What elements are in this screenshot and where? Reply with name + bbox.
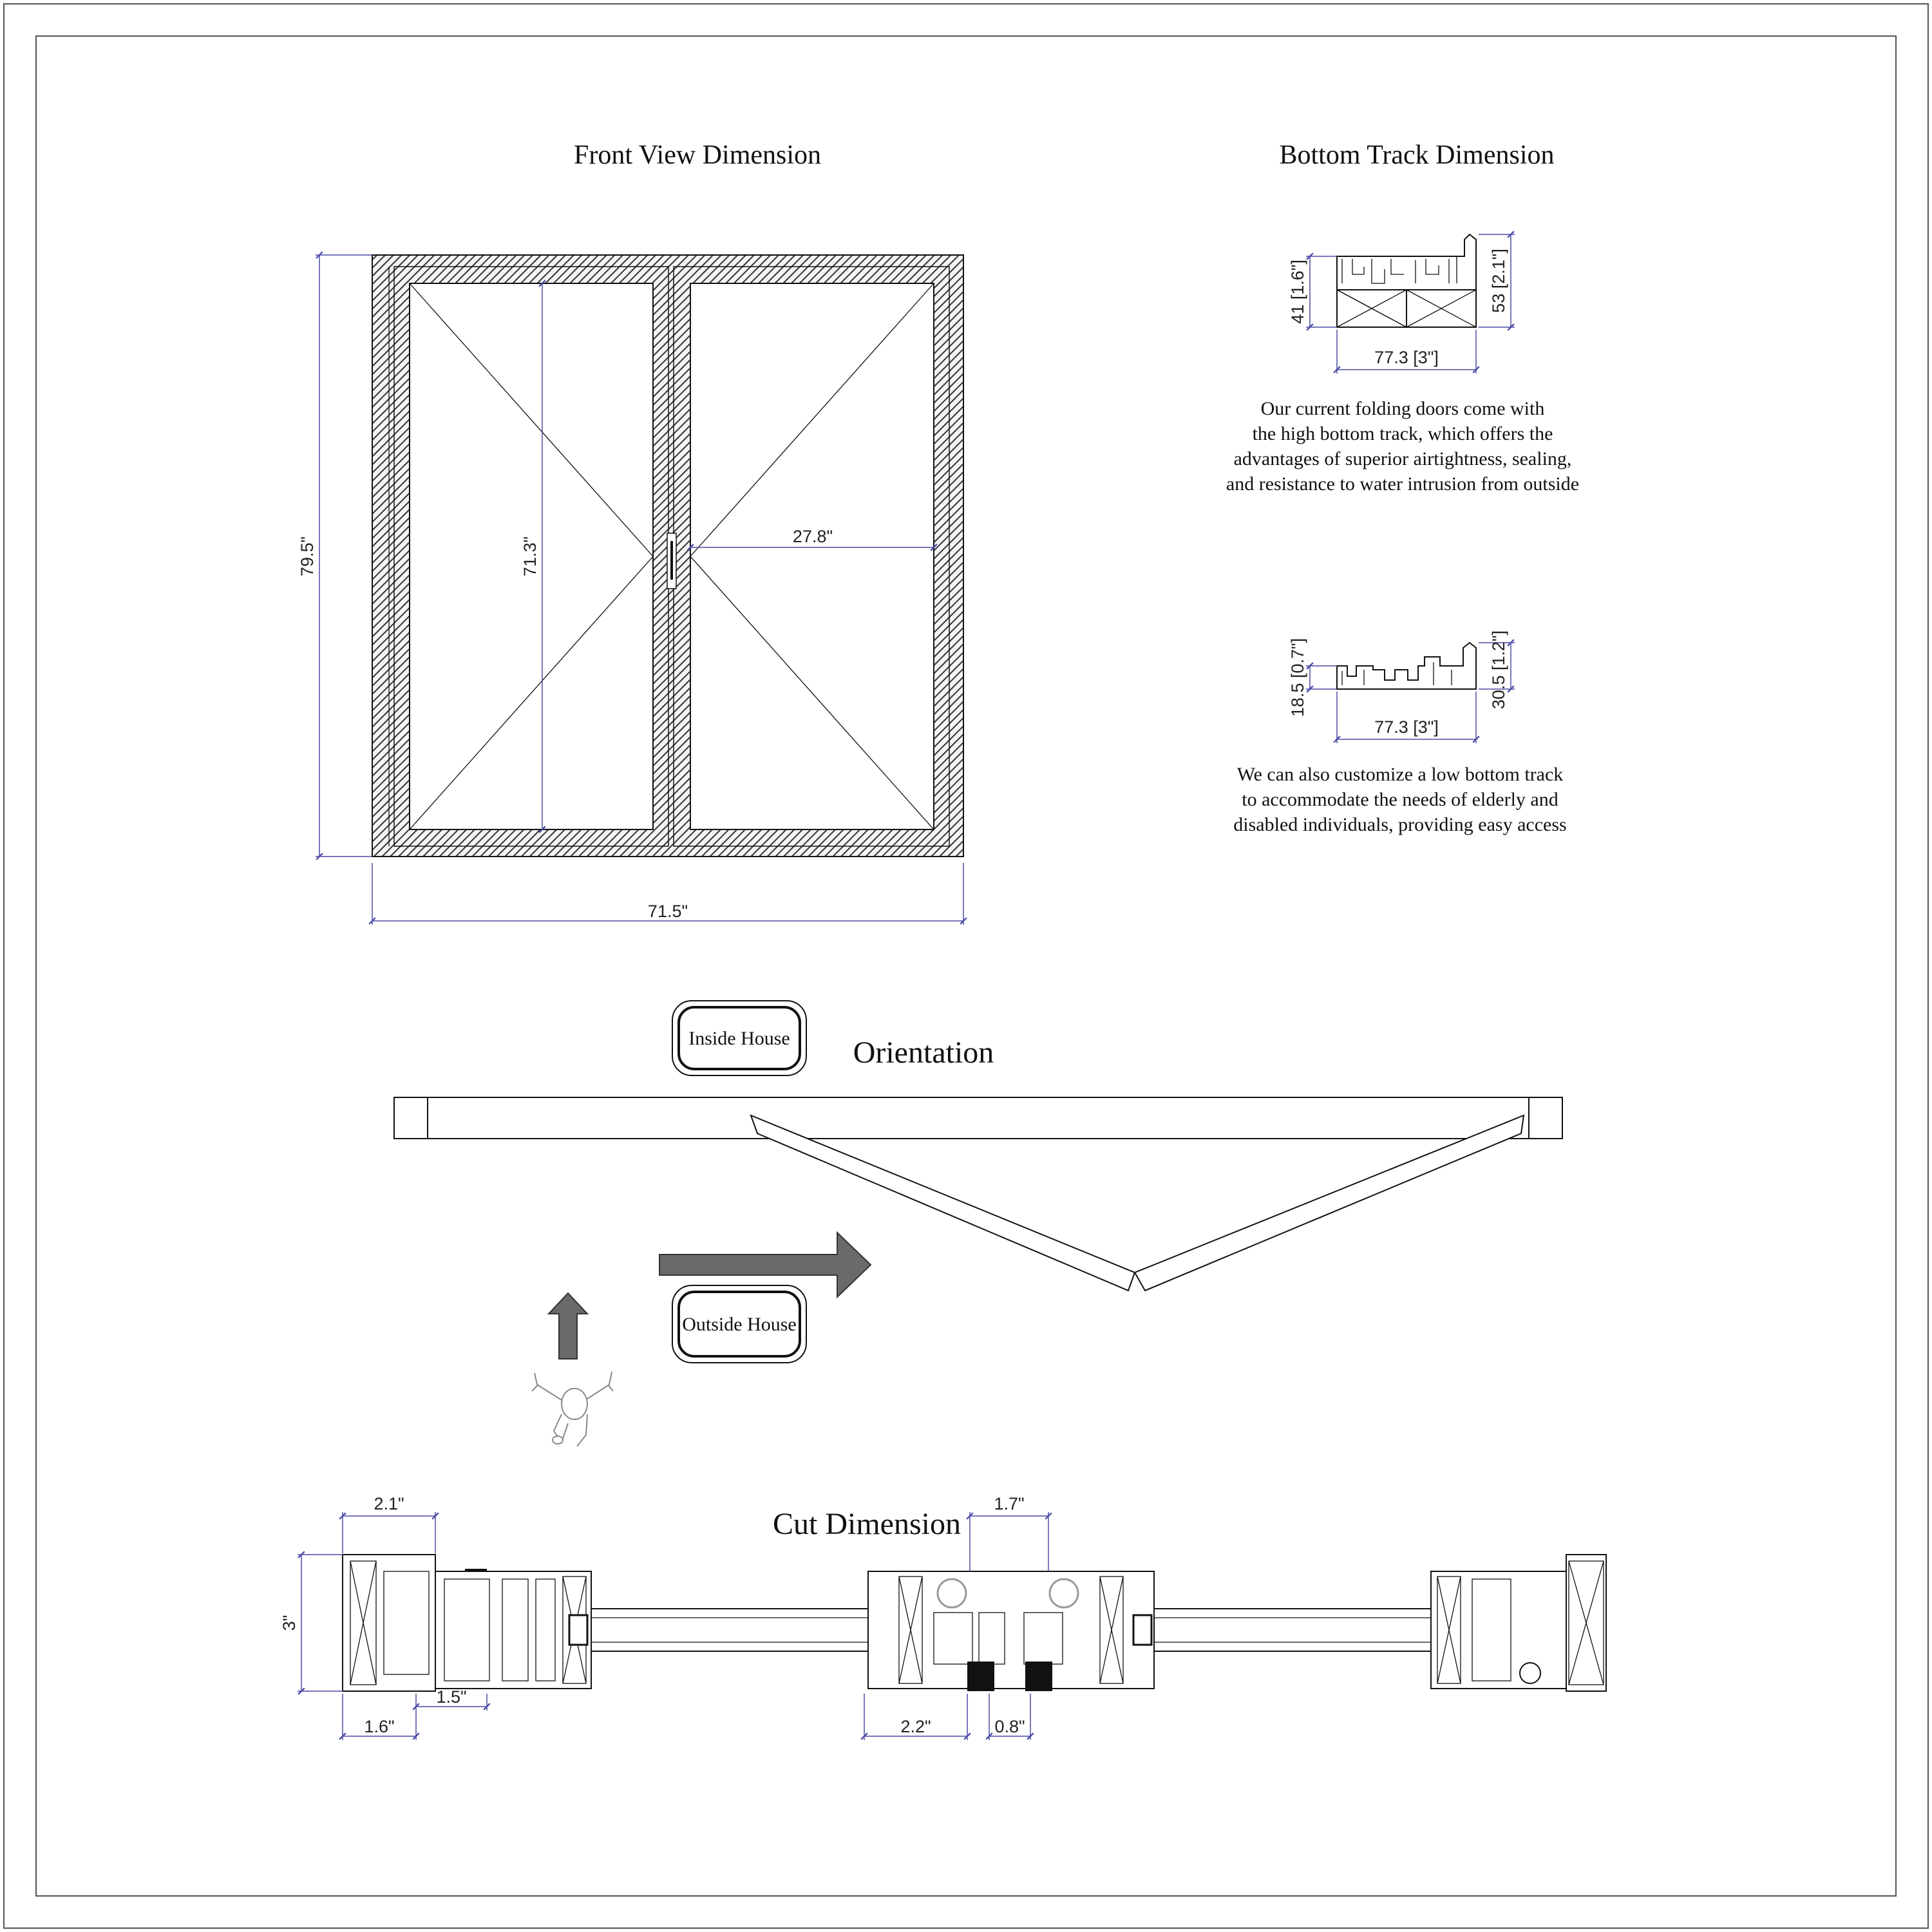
low-track-description — [1233, 764, 1566, 835]
cut-bottom-1-label: 1.6" — [364, 1717, 395, 1736]
high-track-right-label: 53 [2.1"] — [1489, 249, 1508, 313]
front-width-label: 71.5" — [647, 902, 688, 921]
person-icon — [532, 1372, 613, 1446]
panel-width-label: 27.8" — [792, 527, 833, 546]
direction-arrow-up — [549, 1293, 587, 1359]
svg-text:advantages of superior airtigh: advantages of superior airtightness, sealing, — [1233, 448, 1572, 469]
bottom-track-title: Bottom Track Dimension — [1279, 140, 1555, 170]
high-track-bottom-label: 77.3 [3"] — [1374, 348, 1439, 367]
cut-height-label: 3" — [279, 1615, 299, 1631]
high-track-profile — [1337, 234, 1476, 327]
low-track-bottom-label: 77.3 [3"] — [1374, 717, 1439, 737]
svg-text:the high bottom track, which o: the high bottom track, which offers the — [1252, 423, 1553, 444]
cut-dimension-title: Cut Dimension — [772, 1507, 961, 1541]
outside-house-label: Outside House — [682, 1314, 797, 1335]
outside-house-box — [672, 1285, 806, 1363]
front-view-door — [372, 255, 963, 857]
cut-top-left-label: 2.1" — [374, 1494, 404, 1513]
cut-top-mid-label: 1.7" — [994, 1494, 1025, 1513]
high-track-left-label: 41 [1.6"] — [1288, 260, 1307, 324]
low-track-left-label: 18.5 [0.7"] — [1288, 638, 1307, 717]
orientation-title: Orientation — [853, 1036, 994, 1070]
glass-height-label: 71.3" — [520, 536, 540, 577]
high-track-description — [1226, 398, 1579, 495]
inside-house-label: Inside House — [688, 1028, 790, 1049]
svg-text:and resistance to water intrus: and resistance to water intrusion from outside — [1226, 473, 1580, 495]
inside-house-box — [672, 1001, 806, 1075]
low-track-right-label: 30.5 [1.2"] — [1489, 630, 1508, 710]
svg-text:Our current folding doors come: Our current folding doors come with — [1260, 398, 1545, 419]
cut-bottom-2-label: 1.5" — [436, 1687, 467, 1707]
svg-text:disabled individuals, providin: disabled individuals, providing easy access — [1233, 814, 1567, 835]
orientation-plan — [394, 1097, 1562, 1291]
svg-text:We can also customize a low bo: We can also customize a low bottom track — [1236, 764, 1564, 785]
cut-section-profile — [343, 1555, 1606, 1691]
front-height-label: 79.5" — [298, 536, 317, 577]
svg-text:to accommodate the needs of el: to accommodate the needs of elderly and — [1242, 789, 1558, 810]
cut-bottom-4-label: 0.8" — [994, 1717, 1025, 1736]
cut-bottom-3-label: 2.2" — [900, 1717, 931, 1736]
low-track-profile — [1337, 643, 1476, 689]
front-view-title: Front View Dimension — [573, 140, 822, 170]
